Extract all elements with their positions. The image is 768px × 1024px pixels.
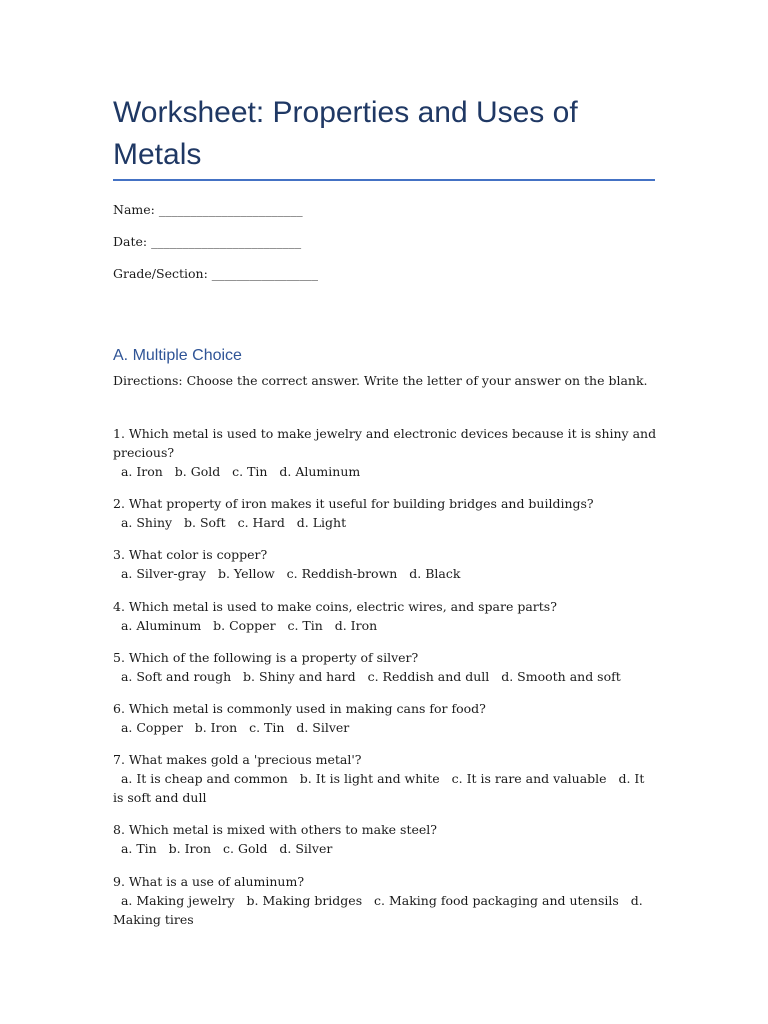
question-options: a. Soft and rough b. Shiny and hard c. Reddish and dull d. Smooth and soft <box>113 669 621 684</box>
question-options: a. Copper b. Iron c. Tin d. Silver <box>113 720 350 735</box>
question-item <box>113 494 658 532</box>
grade-section-field: Grade/Section: _________________ <box>113 266 319 281</box>
directions-text: Directions: Choose the correct answer. Write the letter of your answer on the blank. <box>113 373 648 388</box>
question-text: 2. What property of iron makes it useful for building bridges and buildings? <box>113 496 594 511</box>
date-field: Date: ________________________ <box>113 234 302 249</box>
question-item <box>113 597 658 635</box>
question-options: a. It is cheap and common b. It is light and white c. It is rare and valuable d. It is soft and dull <box>113 771 645 805</box>
question-options: a. Shiny b. Soft c. Hard d. Light <box>113 515 347 530</box>
question-item <box>113 424 658 481</box>
question-text: 8. Which metal is mixed with others to make steel? <box>113 822 437 837</box>
question-item <box>113 545 658 583</box>
question-text: 5. Which of the following is a property of silver? <box>113 650 419 665</box>
question-text: 7. What makes gold a 'precious metal'? <box>113 752 362 767</box>
question-item <box>113 699 658 737</box>
question-options: a. Silver-gray b. Yellow c. Reddish-brown d. Black <box>113 566 461 581</box>
name-field: Name: _______________________ <box>113 202 303 217</box>
question-text: 3. What color is copper? <box>113 547 268 562</box>
question-options: a. Tin b. Iron c. Gold d. Silver <box>113 841 333 856</box>
question-options: a. Making jewelry b. Making bridges c. Making food packaging and utensils d. Making tires <box>113 893 643 927</box>
question-item <box>113 872 658 929</box>
question-text: 4. Which metal is used to make coins, electric wires, and spare parts? <box>113 599 557 614</box>
title-divider <box>113 179 655 181</box>
question-text: 9. What is a use of aluminum? <box>113 874 305 889</box>
question-item <box>113 750 658 807</box>
question-text: 6. Which metal is commonly used in making cans for food? <box>113 701 486 716</box>
question-options: a. Iron b. Gold c. Tin d. Aluminum <box>113 464 361 479</box>
question-text: 1. Which metal is used to make jewelry and electronic devices because it is shiny and precious? <box>113 426 657 460</box>
question-item <box>113 648 658 686</box>
page-title: Worksheet: Properties and Uses of Metals <box>113 96 578 171</box>
question-options: a. Aluminum b. Copper c. Tin d. Iron <box>113 618 378 633</box>
question-item <box>113 820 658 858</box>
section-heading-multiple-choice: A. Multiple Choice <box>113 347 242 364</box>
